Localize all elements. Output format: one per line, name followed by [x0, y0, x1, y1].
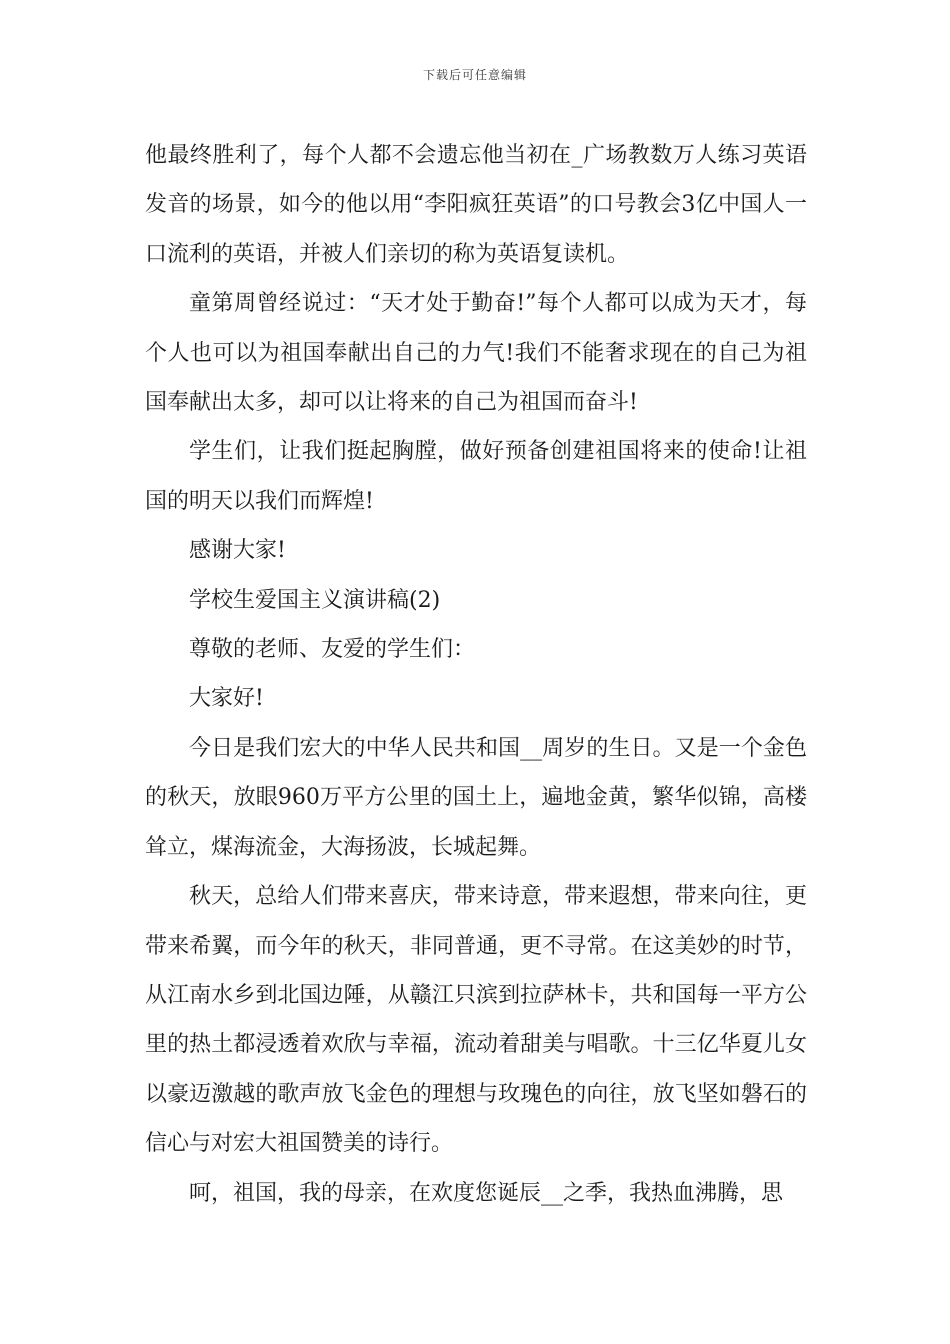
paragraph: 学生们，让我们挺起胸膛，做好预备创建祖国将来的使命!让祖国的明天以我们而辉煌! — [145, 439, 807, 514]
document-body — [145, 131, 807, 1218]
page-header: 下载后可任意编辑 — [422, 68, 527, 82]
paragraph: 他最终胜利了，每个人都不会遗忘他当初在_广场教数万人练习英语发音的场景，如今的他以用“李阳疯狂英语”的口号教会3亿中国人一口流利的英语，并被人们亲切的称为英语复读机。 — [145, 143, 807, 267]
paragraph: 今日是我们宏大的中华人民共和国__周岁的生日。又是一个金色的秋天，放眼960万平方公里的国土上，遍地金黄，繁华似锦，高楼耸立，煤海流金，大海扬波，长城起舞。 — [145, 735, 807, 860]
paragraph: 感谢大家! — [189, 538, 286, 564]
paragraph: 童第周曾经说过：“天才处于勤奋!”每个人都可以成为天才，每个人也可以为祖国奉献出自己的力气!我们不能奢求现在的自己为祖国奉献出太多，却可以让将来的自己为祖国而奋斗! — [145, 291, 807, 416]
section-title: 学校生爱国主义演讲稿(2) — [189, 587, 441, 613]
greeting: 大家好! — [189, 686, 264, 712]
paragraph: 呵，祖国，我的母亲，在欢度您诞辰__之季，我热血沸腾，思 — [189, 1180, 784, 1206]
salutation: 尊敬的老师、友爱的学生们： — [189, 637, 476, 663]
paragraph: 秋天，总给人们带来喜庆，带来诗意，带来遐想，带来向往，更带来希翼，而今年的秋天，非同普通，更不寻常。在这美妙的时节，从江南水乡到北国边陲，从赣江只滨到拉萨林卡，共和国每一平方公里的热土都浸透着欢欣与幸福，流动着甜美与唱歌。十三亿华夏儿女以豪迈激越的歌声放飞金色的理想与玫瑰色的向往，放飞坚如磐石的信心与对宏大祖国赞美的诗行。 — [145, 884, 807, 1157]
